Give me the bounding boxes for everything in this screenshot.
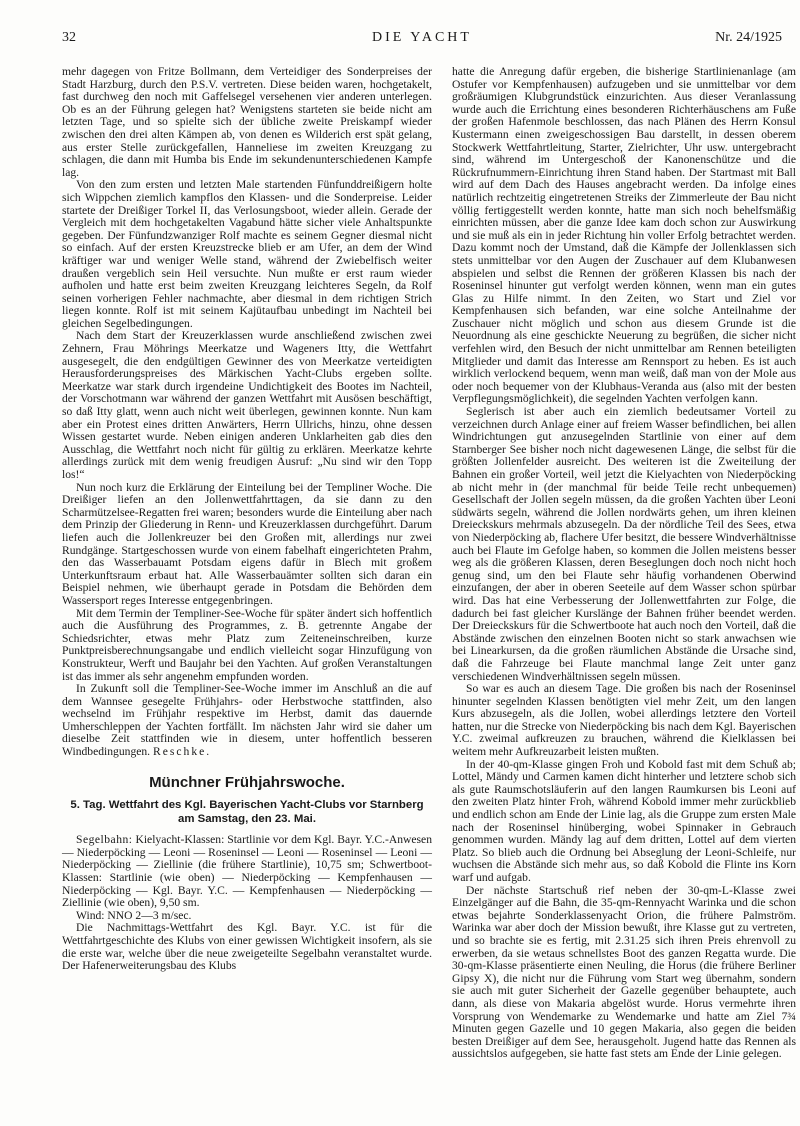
paragraph: hatte die Anregung dafür ergeben, die bisherige Startlinienanlage (am Ostufer vor Kempfenhausen) aufzugeben und sie unmittelbar vor dem großräumigen Klubgrundstück einzurichten. Aus dieser Veranlassung wurde auch die Errichtung eines besonderen Richterhäuschens am Fuße der großen Hafenmole beschlossen, das nach Plänen des Herrn Konsul Kustermann einen zweigeschossigen Bau darstellt, in dessen oberem Stockwerk Wettfahrtleitung, Starter, Zielrichter, Uhr usw. untergebracht sind, während im Untergeschoß der Kanonenschütze und die Rückrufnummern-Einrichtung ihren Stand haben. Der Startmast mit Ball wird auf dem Dach des Hauses angebracht werden. Da infolge eines natürlich rechtzeitig eingetretenen Streiks der Zimmerleute der Bau nicht völlig fertiggestellt werden konnte, hatte man sich noch behelfsmäßig einrichten müssen, aber die ganze Idee kam doch schon zur Auswirkung und sie muß als ein in jeder Richtung hin voller Erfolg betrachtet werden. Dazu kommt noch der Umstand, daß die Kämpfe der Jollenklassen sich stets unmittelbar vor den Augen der Zuschauer auf dem Klubanwesen abspielen und selbst die Rennen der größeren Klassen bis nach der Roseninsel hinunter gut verfolgt werden können, wenn man ein gutes Glas zu Hilfe nimmt. In den Zeiten, wo Start und Ziel vor Kempfenhausen sich befanden, war eine solche Anteilnahme der Zuschauer nicht möglich und schon aus diesem Grunde ist die Neuordnung als eine geschickte Neuerung zu begrüßen, die sicher nicht verfehlen wird, den Besuch der nicht unmittelbar am Rennen beteiligten Mitglieder und damit das Interesse am Rennsport zu heben. Es ist auch wirklich verlockend bequem, wenn man weiß, daß man von der Mole aus oder noch bequemer von der Klubhaus-Veranda aus (also mit der besten Verpflegungsmöglichkeit), die segelnden Yachten verfolgen kann.: [452, 65, 796, 406]
paragraph-text: In Zukunft soll die Templiner-See-Woche immer im Anschluß an die auf dem Wannsee gesegelte Frühjahrs- oder Herbstwoche stattfinden, also wechselnd im Frühjahr respektive im Herbst, damit das dauernde Umherschleppen der Yachten fortfällt. Im nächsten Jahr wird sie daher um dieselbe Zeit stattfinden wie in diesem, unter hoffentlich besseren Windbedingungen.: [62, 682, 432, 759]
issue-number: Nr. 24/1925: [715, 30, 782, 45]
course-text: Kielyacht-Klassen: Startlinie vor dem Kgl. Bayr. Y.C.-Anwesen — Niederpöcking — Leoni — Roseninsel — Leoni — Roseninsel — Leoni — Niederpöcking — Ziellinie (die frühere Startlinie), 10,75 sm; Schwertboot-Klassen: Startlinie (wie oben) — Niederpöcking — Kempfenhausen — Niederpöcking — Kgl. Bayr. Y.C. — Kempfenhausen — Niederpöcking — Ziellinie (wie oben), 9,50 sm.: [62, 833, 432, 910]
section-title: Münchner Frühjahrswoche.: [149, 773, 345, 791]
paragraph: Nun noch kurz die Erklärung der Einteilung bei der Templiner Woche. Die Dreißiger liefen an den Jollenwettfahrttagen, da sie dann zu den Scharmützelsee-Regatten frei waren; besonders wurde die Einteilung aber nach dem Prinzip der Gliederung in Renn- und Kreuzerklassen durchgeführt. Darum liefen auch die Jollenkreuzer bei den Großen mit, allerdings nur zwei Rundgänge. Startgeschossen wurde von einem fabelhaft eingerichteten Prahm, den das Wasserbauamt Potsdam eigens dafür in Blech mit großem Unterkunftsraum erbaut hat. Alle Wasserbauämter sollten sich daran ein Beispiel nehmen, wie überhaupt gerade in Potsdam die Behörden dem Wassersport reges Interesse entgegenbringen.: [62, 480, 432, 607]
page-header: [62, 30, 782, 50]
author-signature: Reschke.: [153, 745, 212, 759]
paragraph: Von den zum ersten und letzten Male startenden Fünfunddreißigern holte sich Wippchen ziemlich kampflos den Klassen- und die Sonderpreise. Leider startete der Dreißiger Torkel II, das Verlosungsboot, wieder allein. Gerade der Vergleich mit dem hochgetakelten Vagabund hätte sicher viele Anhaltspunkte gegeben. Der Fünfundzwanziger Rolf machte es seinem Gegner diesmal nicht so einfach. Auf der ersten Kreuzstrecke blieb er am Ufer, an dem der Wind kräftiger war und weniger Welle stand, während der Zwiebelfisch weiter draußen vergeblich sein Heil versuchte. Nun mußte er erst raum wieder aufholen und hatte erst beim zweiten Kreuzgang leichteres Segeln, da Rolf seinen vorherigen Fehler nachmachte, aber diesmal in dem richtigen Strich liegen konnte. Rolf ist mit seinem Kajütaufbau unbedingt im Nachteil bei gleichen Segelbedingungen.: [62, 178, 432, 330]
magazine-title: DIE YACHT: [372, 30, 472, 45]
right-column: [452, 66, 796, 1061]
paragraph: mehr dagegen von Fritze Bollmann, dem Verteidiger des Sonderpreises der Stadt Harzburg, durch den P.S.V. vertreten. Diese beiden waren, hochgetakelt, fast durchweg den noch mit Gaffelsegel versehenen vier anderen unterlegen. Ob es an der Führung gelegen hat? Wenigstens starteten sie beide nicht am letzten Tage, und so spielte sich der übliche zweite Preiskampf wieder zwischen den drei alten Kämpen ab, von denen es Wilderich erst spät gelang, aus erster Stelle zurückgefallen, Hanneliese im zweiten Kreuzgang zu schlagen, die dann mit Humba bis Ende im sekundenunterschiedenen Kampfe lag.: [62, 65, 432, 179]
course-label: Segelbahn:: [76, 833, 133, 847]
paragraph: Seglerisch ist aber auch ein ziemlich bedeutsamer Vorteil zu verzeichnen durch Anlage einer auf freiem Wasser befindlichen, bei allen Windrichtungen gut anzusegelnden Startlinie von einer auf dem Starnberger See bisher noch nicht dagewesenen Länge, die selbst für die größten Jollenfelder ausreicht. Des weiteren ist die Zweiteilung der Bahnen ein großer Vorteil, weil jetzt die Kielyachten von Niederpöcking ab nicht mehr in (der manchmal für beide Teile recht unbequemen) Gesellschaft der Jollen segeln müssen, da die großen Yachten über Leoni südwärts segeln, während die Jollen nordwärts gehen, um ihren kleinen Dreieckskurs mehrmals abzusegeln. Da der nördliche Teil des Sees, etwa von Niederpöcking ab, flachere Ufer besitzt, die bessere Windverhältnisse auch bei Flaute im Gefolge haben, so kommen die Jollen meistens besser weg als die größeren Klassen, deren Beseglungen doch noch nicht hoch genug sind, um den bei Flaute sehr häufig vorhandenen Oberwind einzufangen, der aber in oberen Seeteile auf dem Wasser schon spürbar wird. Das hat eine Verbesserung der Jollenwettfahrten zur Folge, die dadurch bei fast gleicher Kurslänge der Bahnen früher beendet werden. Der Dreieckskurs für die Schwertboote hat auch noch den Vorteil, daß die Abstände zwischen den einzelnen Booten nicht so stark anwachsen wie bei Linearkursen, da die großen räumlichen Abstände die Ursache sind, daß die Fahrzeuge bei Flaute manchmal lange Zeit unter ganz verschiedenen Windverhältnissen segeln müssen.: [452, 405, 796, 683]
course-paragraph: [62, 834, 432, 910]
wind-text: NNO 2—3 m/sec.: [104, 908, 192, 922]
left-column: [62, 66, 432, 973]
paragraph: Nach dem Start der Kreuzerklassen wurde anschließend zwischen zwei Zehnern, Frau Möhrings Meerkatze und Wageners Itty, die Wettfahrt ausgesegelt, die den endgültigen Gewinner des von Meerkatze verteidigten Herausforderungspreises des Märkischen Yacht-Clubs ergeben sollte. Meerkatze war stark durch irgendeine Undichtigkeit des Bootes im Nachteil, der Vorschotmann war während der ganzen Wettfahrt mit Ausösen beschäftigt, so daß Itty glatt, wenn auch nicht weit überlegen, gewinnen konnte. Nun kam aber ein Protest eines dritten Anwärters, Herrn Ullrichs, hinzu, ohne dessen Wissen gestartet wurde. Neben einigen anderen Unklarheiten gab dies den Ausschlag, die Wettfahrt noch nicht für gültig zu erklären. Meerkatze kehrte allerdings zurück mit dem wenig freudigen Ausruf: „Nu sind wir den Topp los!“: [62, 329, 432, 481]
paragraph: Mit dem Termin der Templiner-See-Woche für später ändert sich hoffentlich auch die Ausführung des Programmes, z. B. getrennte Angabe der Schiedsrichter, etwas mehr Platz zum Zeiteneinschreiben, kurze Punktpreisberechnungsangabe und endlich vielleicht sogar Hinzufügung von Konstrukteur, Werft und Baujahr bei den Yachten. Auf großen Veranstaltungen ist das immer als sehr angenehm empfunden worden.: [62, 606, 432, 683]
paragraph: Der nächste Startschuß rief neben der 30-qm-L-Klasse zwei Einzelgänger auf die Bahn, die 35-qm-Rennyacht Warinka und die schon etwas bejahrte Sonderklassenyacht Orion, die frühere Palmström. Warinka war aber doch der Mission bewußt, ihre Klasse gut zu vertreten, und so brachte sie es fertig, mit 2.31.25 sich ihren Preis ehrenvoll zu erwerben, da sie wetaus schnellstes Boot des ganzen Regatta wurde. Die 30-qm-Klasse präsentierte einen Neuling, die Horus (die frühere Berliner Gipsy X), die nicht nur die Führung vom Start weg übernahm, sondern sie auch mit guter Sicherheit der Gazelle gegenüber behauptete, auch dann, als diese von Makaria abgelöst wurde. Horus vermehrte ihren Vorsprung von Wendemarke zu Wendemarke und hatte am Ziel 7¾ Minuten gegen Gazelle und 10 gegen Makaria, also gegen die beiden besten Dreißiger auf dem See, herausgeholt. Jugend hatte das Rennen als aussichtslos aufgegeben, sie hatte fast stets am Ende der Linie gelegen.: [452, 883, 796, 1061]
paragraph: So war es auch an diesem Tage. Die großen bis nach der Roseninsel hinunter segelnden Klassen benötigten viel mehr Zeit, um den langen Kurs abzusegeln, als die Jollen, wobei allerdings letztere den Vorteil hatten, nur die Strecke von Niederpöcking bis nach dem Kgl. Bayerischen Y.C. zweimal aufkreuzen zu brauchen, während die Kielklassen bei weitem mehr Aufkreuzarbeit leisten mußten.: [452, 682, 796, 759]
paragraph: Die Nachmittags-Wettfahrt des Kgl. Bayr. Y.C. ist für die Wettfahrtgeschichte des Klubs von einer gewissen Wichtigkeit insofern, als sie die erste war, welche über die neue zweigeteilte Segelbahn veranstaltet wurde. Der Hafenerweiterungsbau des Klubs: [62, 921, 432, 973]
paragraph: In der 40-qm-Klasse gingen Froh und Kobold fast mit dem Schuß ab; Lottel, Mändy und Carmen kamen dicht hinterher und letztere schob sich als gute Raumschotsläuferin auf den langen Raumkursen bis Leoni auf den zweiten Platz hinter Froh, während Kobold immer mehr zurückblieb und endlich schon am Ende der Linie lag, als die Gruppe zum ersten Male nach der Roseninsel hinüberging, wobei Spinnaker in Gebrauch genommen wurden. Mändy lag auf dem dritten, Lottel auf dem vierten Platz. So blieb auch die Ordnung bei Abseglung der Leoni-Schleife, nur wuchsen die Abstände sich mehr aus, so daß Kobold die Flinte ins Korn warf und aufgab.: [452, 757, 796, 884]
wind-label: Wind:: [76, 908, 105, 922]
paragraph-with-signature: [62, 683, 432, 759]
page-number: 32: [62, 30, 76, 45]
section-subtitle: 5. Tag. Wettfahrt des Kgl. Bayerischen Yacht-Clubs vor Starnberg am Samstag, den 23. Mai.: [70, 799, 424, 825]
